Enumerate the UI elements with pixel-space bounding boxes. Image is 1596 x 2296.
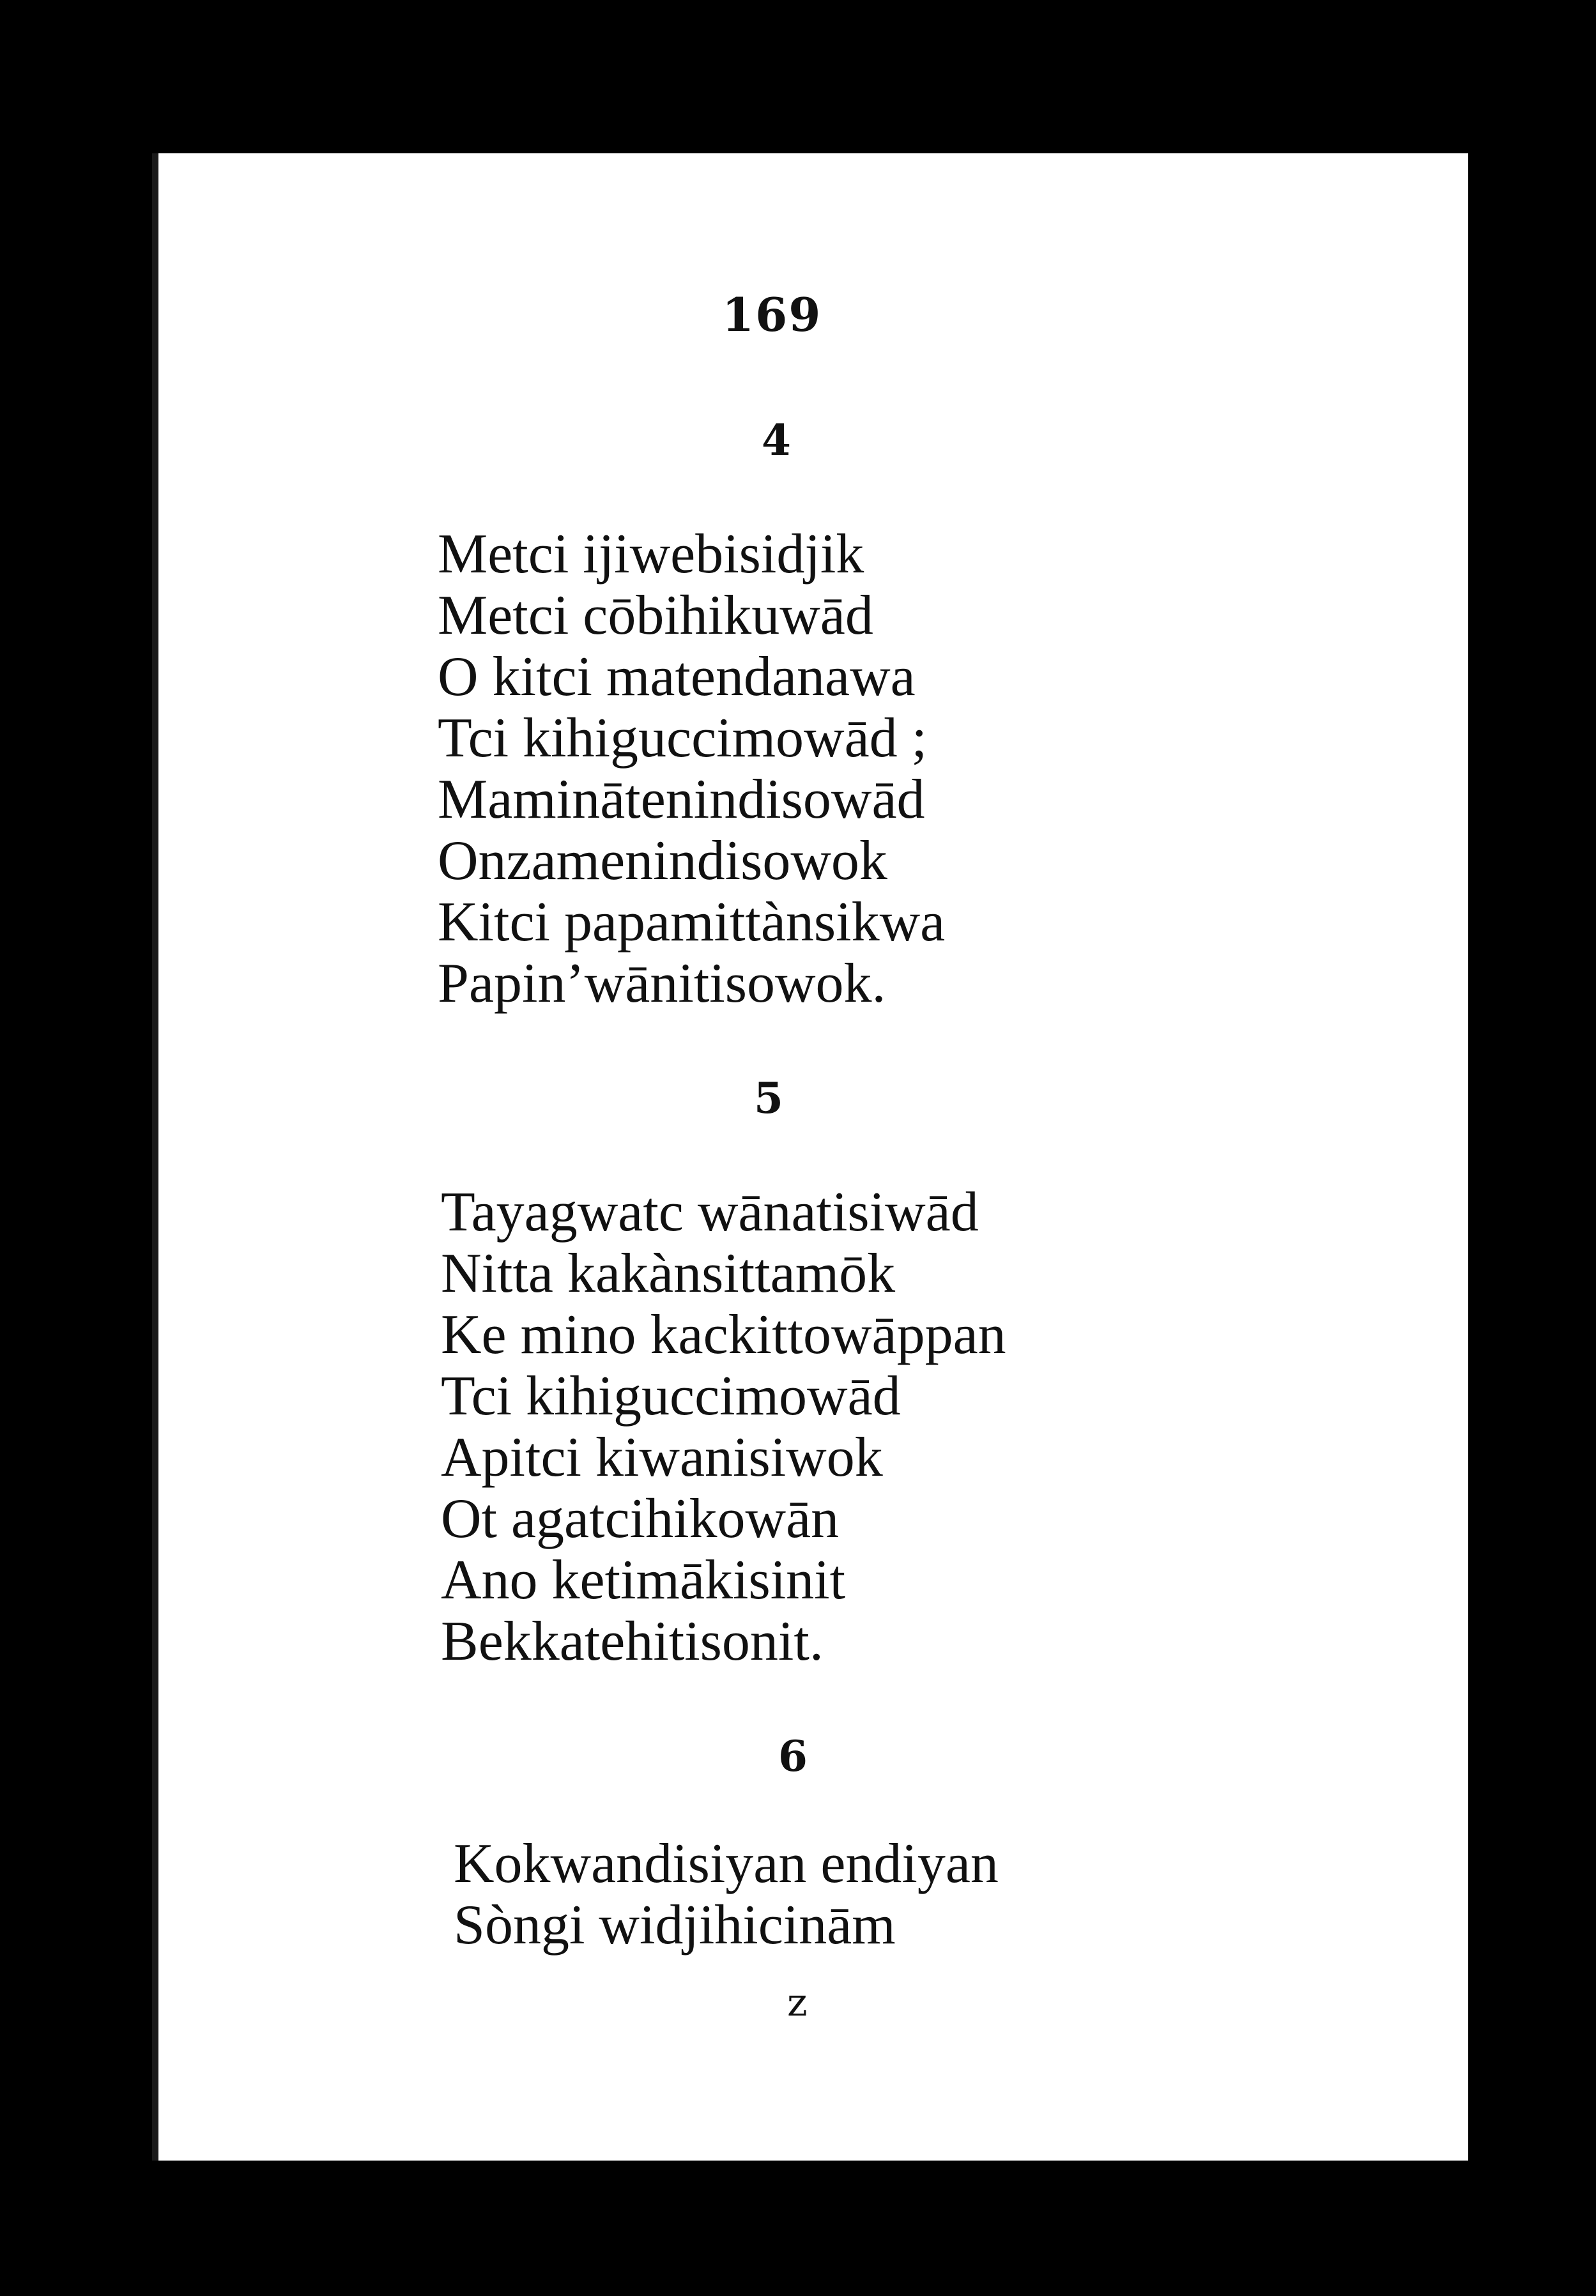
verse-line: Onzamenindisowok [438,830,887,892]
verse-line: Sòngi widjihicinām [454,1894,896,1956]
stanza-number-6: 6 [778,1731,808,1781]
verse-line: Apitci kiwanisiwok [441,1427,883,1489]
verse-line: Bekkatehitisonit. [441,1611,824,1672]
verse-line: Tci kihiguccimowād ; [438,707,928,769]
verse-line: Kitci papamittànsikwa [438,891,946,953]
verse-line: Maminātenindisowād [438,769,925,830]
stanza-number-5: 5 [754,1073,783,1123]
signature-mark: z [787,1980,808,2025]
verse-line: Metci cōbihikuwād [438,585,873,647]
stanza-4 [438,524,945,1014]
page-spine-edge [152,153,158,2161]
verse-line: Ano ketimākisinit [441,1549,846,1611]
page-number: 169 [722,287,822,342]
stanza-6 [454,1833,999,1956]
verse-line: O kitci matendanawa [438,646,916,708]
verse-line: Papin’wānitisowok. [438,953,886,1014]
verse-line: Kokwandisiyan endiyan [454,1833,999,1895]
verse-line: Tayagwatc wānatisiwād [441,1181,979,1243]
verse-line: Metci ijiwebisidjik [438,523,864,585]
verse-line: Ot agatcihikowān [441,1488,840,1550]
verse-line: Tci kihiguccimowād [441,1365,901,1427]
stanza-5 [441,1182,1006,1672]
stanza-number-4: 4 [762,415,791,465]
verse-line: Ke mino kackittowāppan [441,1304,1006,1366]
verse-line: Nitta kakànsittamōk [441,1243,896,1305]
